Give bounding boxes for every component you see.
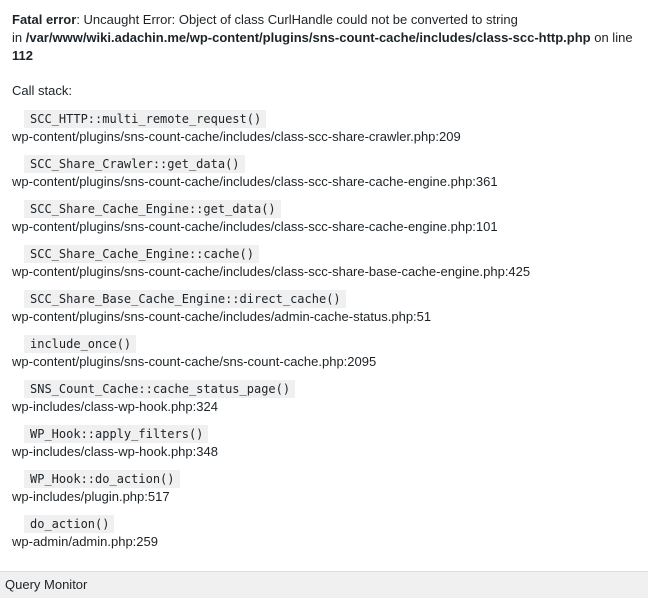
fatal-error-message-line xyxy=(12,11,642,29)
callstack-frame-location: wp-admin/admin.php:259 xyxy=(12,534,158,549)
callstack-frame xyxy=(12,335,642,371)
callstack-frame xyxy=(12,110,642,146)
callstack-frame-function: SCC_Share_Crawler::get_data() xyxy=(24,155,245,173)
callstack-frame xyxy=(12,515,642,551)
callstack-frame-function: SNS_Count_Cache::cache_status_page() xyxy=(24,380,295,398)
callstack-frame-function: do_action() xyxy=(24,515,114,533)
fatal-error-panel xyxy=(12,11,642,560)
callstack-frame-function: SCC_Share_Cache_Engine::get_data() xyxy=(24,200,281,218)
callstack-frame-location: wp-content/plugins/sns-count-cache/sns-count-cache.php:2095 xyxy=(12,354,377,369)
callstack-frame-function: include_once() xyxy=(24,335,136,353)
fatal-error-message: : Uncaught Error: Object of class CurlHandle could not be converted to string xyxy=(76,12,518,27)
fatal-error-file: /var/www/wiki.adachin.me/wp-content/plugins/sns-count-cache/includes/class-scc-http.php xyxy=(25,30,591,45)
callstack-frame xyxy=(12,425,642,461)
query-monitor-bar[interactable] xyxy=(0,571,648,598)
callstack-frame-location: wp-includes/class-wp-hook.php:324 xyxy=(12,399,218,414)
callstack-heading: Call stack: xyxy=(12,83,72,98)
fatal-error-on-line-text: on line xyxy=(590,30,633,45)
fatal-error-location-line xyxy=(12,29,642,65)
callstack-frame-location: wp-content/plugins/sns-count-cache/includes/class-scc-share-crawler.php:209 xyxy=(12,129,461,144)
callstack-frame xyxy=(12,380,642,416)
query-monitor-title[interactable]: Query Monitor xyxy=(5,577,88,592)
callstack-frame xyxy=(12,470,642,506)
callstack-list xyxy=(12,110,642,551)
callstack-frame xyxy=(12,200,642,236)
fatal-error-line-number: 112 xyxy=(12,48,33,63)
callstack-frame-function: WP_Hook::do_action() xyxy=(24,470,180,488)
callstack-frame-location: wp-content/plugins/sns-count-cache/includes/admin-cache-status.php:51 xyxy=(12,309,432,324)
callstack-frame xyxy=(12,290,642,326)
fatal-error-in-prefix: in xyxy=(12,30,26,45)
fatal-error-label: Fatal error xyxy=(12,12,77,27)
callstack-frame xyxy=(12,245,642,281)
callstack-frame-location: wp-content/plugins/sns-count-cache/includes/class-scc-share-base-cache-engine.php:425 xyxy=(12,264,531,279)
callstack-frame-location: wp-content/plugins/sns-count-cache/includes/class-scc-share-cache-engine.php:361 xyxy=(12,174,498,189)
callstack-frame-location: wp-includes/class-wp-hook.php:348 xyxy=(12,444,218,459)
callstack-frame-function: WP_Hook::apply_filters() xyxy=(24,425,208,443)
callstack-frame xyxy=(12,155,642,191)
callstack-frame-function: SCC_Share_Base_Cache_Engine::direct_cache() xyxy=(24,290,346,308)
callstack-frame-function: SCC_HTTP::multi_remote_request() xyxy=(24,110,266,128)
callstack-frame-location: wp-content/plugins/sns-count-cache/includes/class-scc-share-cache-engine.php:101 xyxy=(12,219,498,234)
callstack-frame-location: wp-includes/plugin.php:517 xyxy=(12,489,170,504)
callstack-frame-function: SCC_Share_Cache_Engine::cache() xyxy=(24,245,259,263)
